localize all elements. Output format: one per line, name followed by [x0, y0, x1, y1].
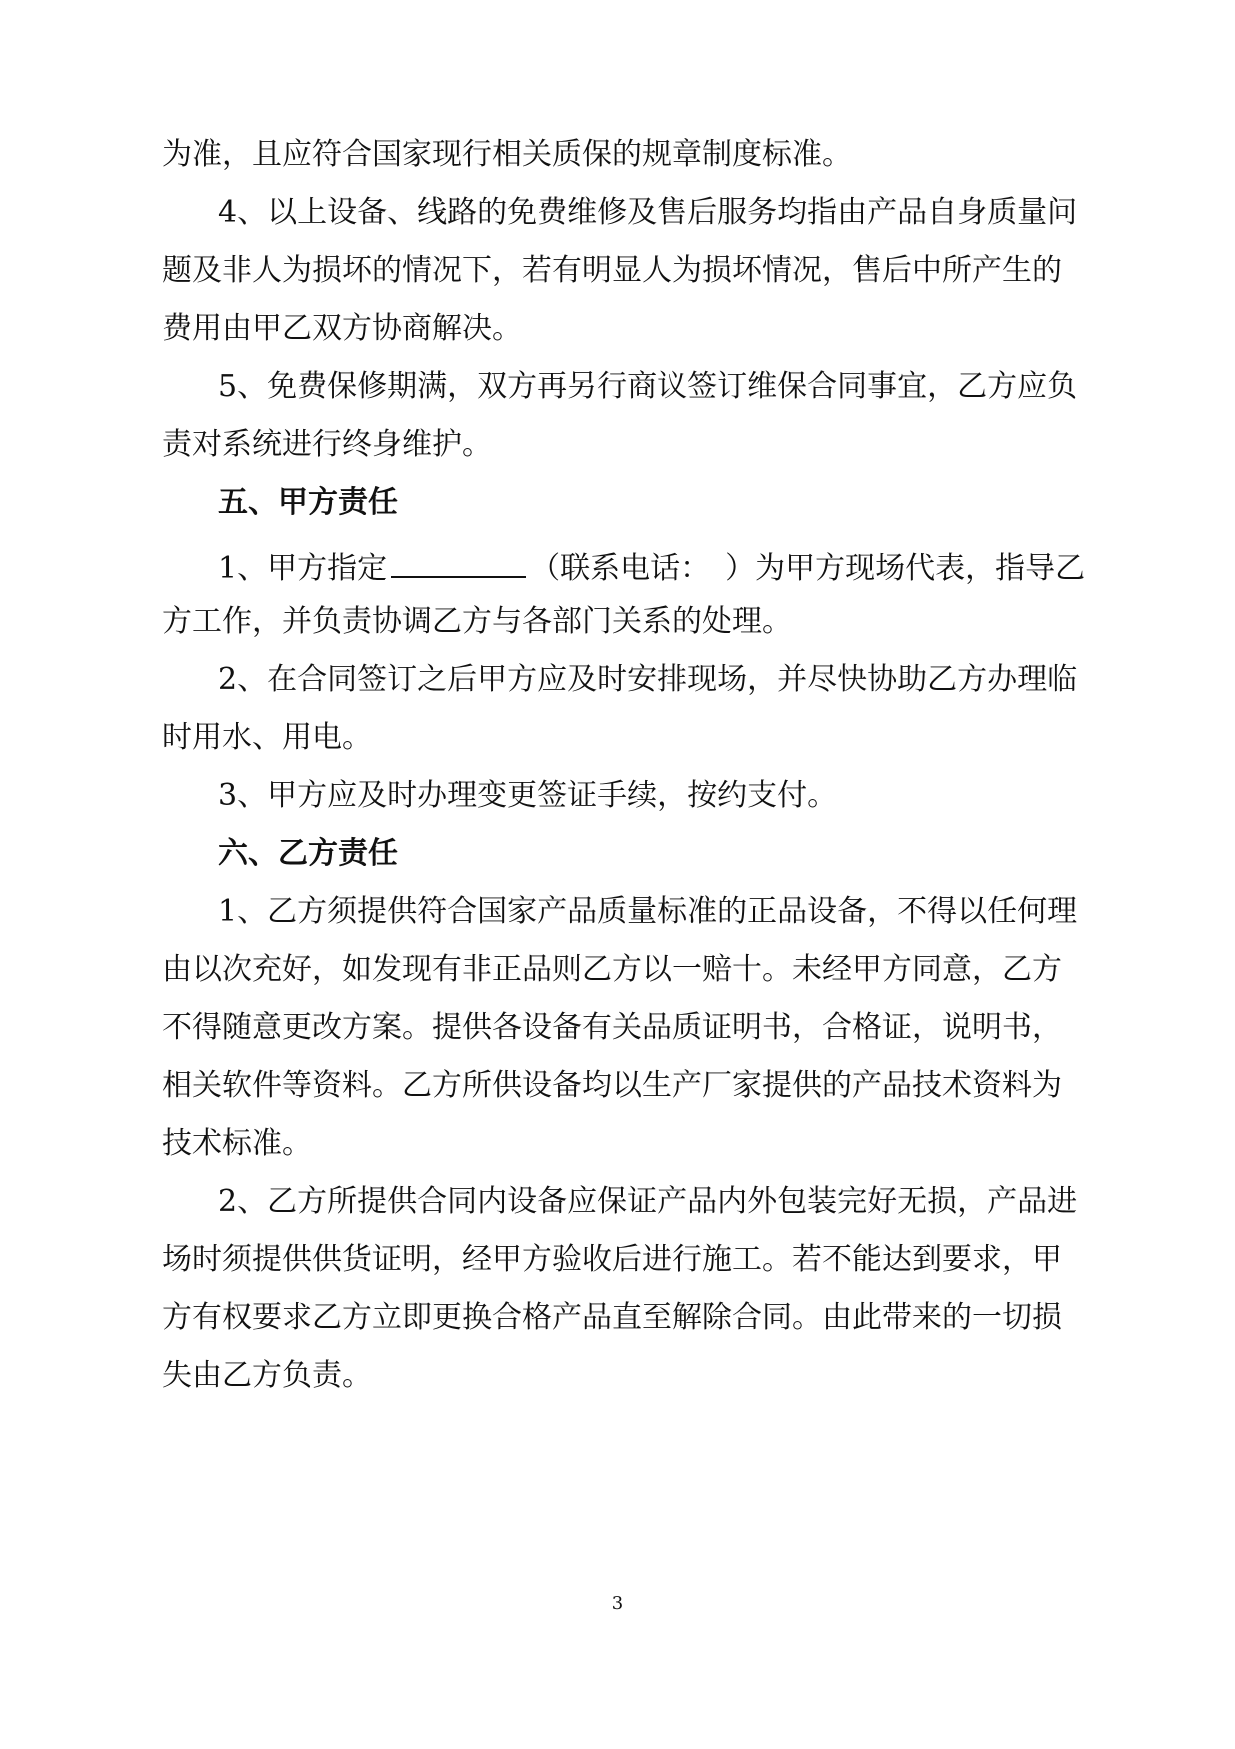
clause-4-line-2: 题及非人为损坏的情况下，若有明显人为损坏情况，售后中所产生的	[162, 253, 1062, 288]
text-line	[0, 483, 1235, 523]
text-line	[0, 718, 1235, 758]
text-line	[0, 1066, 1235, 1106]
text-line	[0, 1240, 1235, 1280]
item-1-prefix: 1、甲方指定	[218, 551, 388, 586]
clause-4-line-1: 4、以上设备、线路的免费维修及售后服务均指由产品自身质量问	[218, 195, 1078, 230]
text-line	[0, 546, 1235, 586]
text-line	[0, 367, 1235, 407]
text-line	[0, 660, 1235, 700]
section-6-item-1-line-3: 不得随意更改方案。提供各设备有关品质证明书，合格证，说明书，	[162, 1010, 1062, 1045]
text-line	[0, 1356, 1235, 1396]
page-number: 3	[611, 1593, 624, 1614]
section-6-item-1-line-5: 技术标准。	[162, 1126, 312, 1161]
text-line	[0, 1008, 1235, 1048]
text-line	[0, 309, 1235, 349]
text-line	[0, 1182, 1235, 1222]
fill-in-blank	[391, 546, 526, 578]
text-line	[0, 1298, 1235, 1338]
clause-5-line-2: 责对系统进行终身维护。	[162, 427, 492, 462]
section-6-item-2-line-2: 场时须提供供货证明，经甲方验收后进行施工。若不能达到要求，甲	[162, 1242, 1062, 1277]
section-6-item-2-line-1: 2、乙方所提供合同内设备应保证产品内外包装完好无损，产品进	[218, 1184, 1078, 1219]
text-line	[0, 251, 1235, 291]
text-line	[0, 1124, 1235, 1164]
section-6-item-2-line-3: 方有权要求乙方立即更换合格产品直至解除合同。由此带来的一切损	[162, 1300, 1062, 1335]
section-5-heading: 五、甲方责任	[218, 485, 398, 520]
section-5-item-1-line-1	[218, 546, 1085, 586]
text-line	[0, 135, 1235, 175]
text-line	[0, 776, 1235, 816]
paragraph-continuation: 为准，且应符合国家现行相关质保的规章制度标准。	[162, 137, 852, 172]
section-5-item-2-line-2: 时用水、用电。	[162, 720, 372, 755]
section-5-item-1-line-2: 方工作，并负责协调乙方与各部门关系的处理。	[162, 604, 792, 639]
section-6-item-2-line-4: 失由乙方负责。	[162, 1358, 372, 1393]
text-line	[0, 425, 1235, 465]
text-line	[0, 950, 1235, 990]
section-6-heading: 六、乙方责任	[218, 836, 398, 871]
section-5-item-2-line-1: 2、在合同签订之后甲方应及时安排现场，并尽快协助乙方办理临	[218, 662, 1078, 697]
text-line	[0, 834, 1235, 874]
clause-4-line-3: 费用由甲乙双方协商解决。	[162, 311, 522, 346]
clause-5-line-1: 5、免费保修期满，双方再另行商议签订维保合同事宜，乙方应负	[218, 369, 1078, 404]
section-6-item-1-line-4: 相关软件等资料。乙方所供设备均以生产厂家提供的产品技术资料为	[162, 1068, 1062, 1103]
item-1-suffix: （联系电话： ）为甲方现场代表，指导乙	[530, 551, 1086, 586]
section-6-item-1-line-2: 由以次充好，如发现有非正品则乙方以一赔十。未经甲方同意，乙方	[162, 952, 1062, 987]
text-line	[0, 602, 1235, 642]
text-line	[0, 193, 1235, 233]
text-line	[0, 892, 1235, 932]
section-6-item-1-line-1: 1、乙方须提供符合国家产品质量标准的正品设备，不得以任何理	[218, 894, 1078, 929]
section-5-item-3: 3、甲方应及时办理变更签证手续，按约支付。	[218, 778, 838, 813]
